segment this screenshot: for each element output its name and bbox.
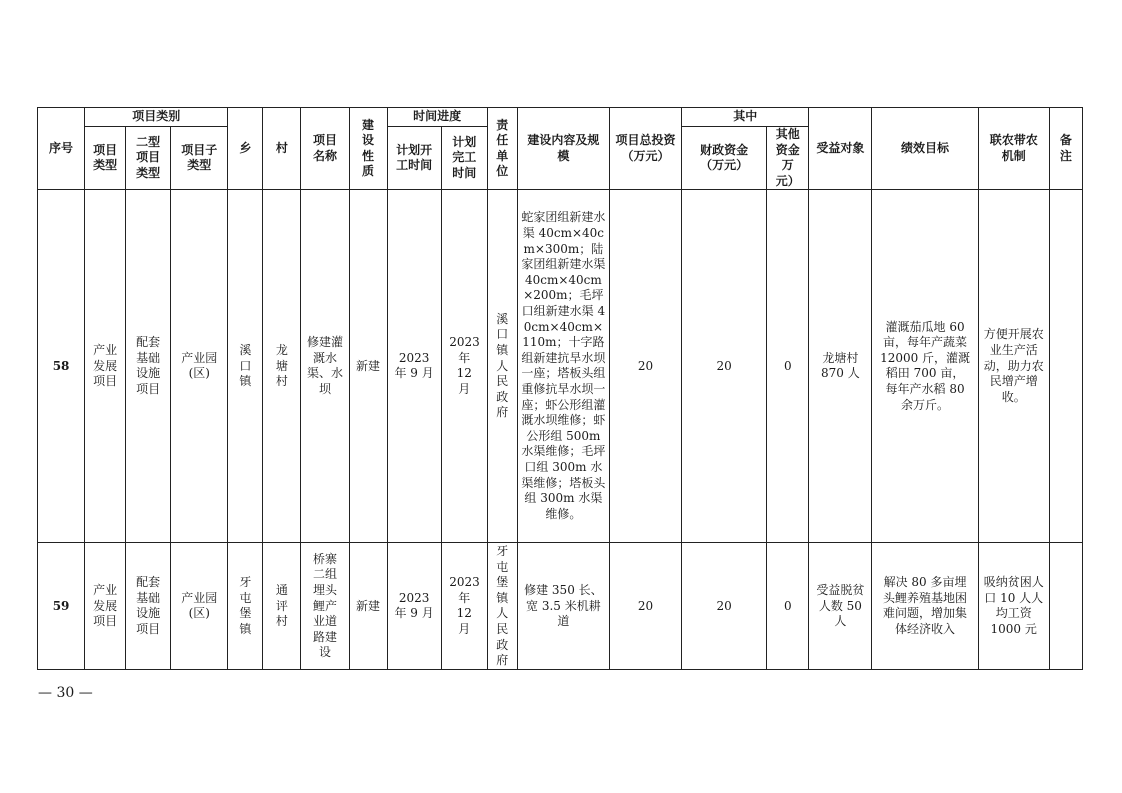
cell-township: 牙屯堡镇 xyxy=(228,543,263,670)
table-row xyxy=(38,190,1083,543)
header-township: 乡 xyxy=(228,108,263,190)
cell-content: 蛇家团组新建水渠 40cm×40cm×300m；陆家团组新建水渠 40cm×40cm×200m；毛坪口组新建水渠 40cm×40cm×110m；十字路组新建抗旱水坝一座；塔板头组重修抗旱水坝一座；虾公形组灌溉水坝维修；虾公形组 500m 水渠维修；毛坪口组 300m 水渠维修；塔板头组 300m 水渠维修。 xyxy=(517,190,609,543)
header-project-name: 项目名称 xyxy=(301,108,349,190)
header-plan-start: 计划开工时间 xyxy=(387,127,441,190)
cell-project-type: 产业发展项目 xyxy=(85,190,126,543)
header-project-type: 项目类型 xyxy=(85,127,126,190)
header-remarks: 备注 xyxy=(1049,108,1082,190)
cell-project-name: 桥寨二组埋头鲤产业道路建设 xyxy=(301,543,349,670)
cell-goals: 解决 80 多亩埋头鲤养殖基地困难问题，增加集体经济收入 xyxy=(872,543,978,670)
cell-beneficiary: 受益脱贫人数 50 人 xyxy=(809,543,872,670)
cell-content: 修建 350 长、宽 3.5 米机耕道 xyxy=(517,543,609,670)
cell-plan-end: 2023 年 12 月 xyxy=(441,190,487,543)
header-time-group: 时间进度 xyxy=(387,108,487,127)
cell-plan-start: 2023 年 9 月 xyxy=(387,543,441,670)
cell-other-funds: 0 xyxy=(767,190,809,543)
cell-project-type: 产业发展项目 xyxy=(85,543,126,670)
header-of-which: 其中 xyxy=(682,108,809,127)
cell-beneficiary: 龙塘村 870 人 xyxy=(809,190,872,543)
page-number: — 30 — xyxy=(38,685,93,701)
header-fiscal: 财政资金（万元） xyxy=(682,127,767,190)
header-category-group: 项目类别 xyxy=(85,108,228,127)
cell-fiscal: 20 xyxy=(682,543,767,670)
cell-sub-type: 产业园(区) xyxy=(171,543,228,670)
cell-remarks xyxy=(1049,543,1082,670)
cell-responsible: 牙屯堡镇人民政府 xyxy=(487,543,517,670)
cell-total-invest: 20 xyxy=(609,190,681,543)
cell-other-funds: 0 xyxy=(767,543,809,670)
cell-build-nature: 新建 xyxy=(349,190,387,543)
header-beneficiary: 受益对象 xyxy=(809,108,872,190)
cell-second-type: 配套基础设施项目 xyxy=(126,543,171,670)
cell-township: 溪口镇 xyxy=(228,190,263,543)
cell-remarks xyxy=(1049,190,1082,543)
header-second-type: 二型项目类型 xyxy=(126,127,171,190)
cell-total-invest: 20 xyxy=(609,543,681,670)
table-row xyxy=(38,543,1083,670)
cell-responsible: 溪口镇人民政府 xyxy=(487,190,517,543)
header-sub-type: 项目子类型 xyxy=(171,127,228,190)
cell-plan-start: 2023 年 9 月 xyxy=(387,190,441,543)
cell-second-type: 配套基础设施项目 xyxy=(126,190,171,543)
header-seq: 序号 xyxy=(38,108,85,190)
cell-sub-type: 产业园(区) xyxy=(171,190,228,543)
header-responsible: 责任单位 xyxy=(487,108,517,190)
header-content: 建设内容及规模 xyxy=(517,108,609,190)
header-other-funds: 其他资金万元） xyxy=(767,127,809,190)
cell-seq: 59 xyxy=(38,543,85,670)
cell-fiscal: 20 xyxy=(682,190,767,543)
header-goals: 绩效目标 xyxy=(872,108,978,190)
cell-goals: 灌溉茄瓜地 60 亩，每年产蔬菜 12000 斤，灌溉稻田 700 亩，每年产水稻 80 余万斤。 xyxy=(872,190,978,543)
project-table xyxy=(37,107,1083,670)
header-village: 村 xyxy=(263,108,301,190)
header-build-nature: 建设性质 xyxy=(349,108,387,190)
cell-plan-end: 2023 年 12 月 xyxy=(441,543,487,670)
cell-mechanism: 吸纳贫困人口 10 人人均工资 1000 元 xyxy=(978,543,1049,670)
header-mechanism: 联农带农机制 xyxy=(978,108,1049,190)
header-plan-end: 计划完工时间 xyxy=(441,127,487,190)
cell-project-name: 修建灌溉水渠、水坝 xyxy=(301,190,349,543)
cell-mechanism: 方便开展农业生产活动，助力农民增产增收。 xyxy=(978,190,1049,543)
cell-village: 通评村 xyxy=(263,543,301,670)
cell-build-nature: 新建 xyxy=(349,543,387,670)
header-total-invest: 项目总投资（万元） xyxy=(609,108,681,190)
cell-seq: 58 xyxy=(38,190,85,543)
cell-village: 龙塘村 xyxy=(263,190,301,543)
